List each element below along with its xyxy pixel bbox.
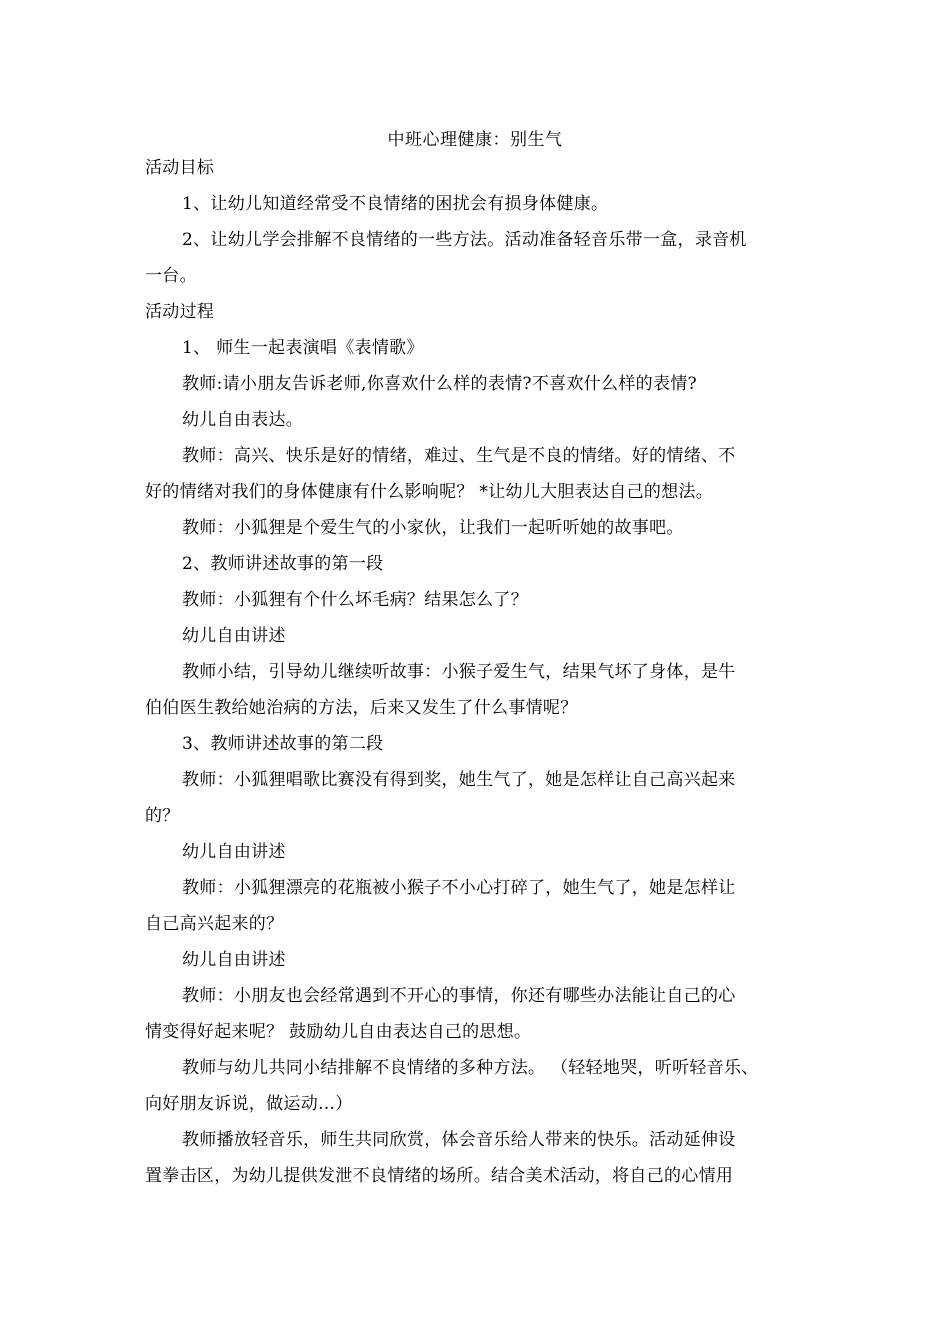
text-line: 向好朋友诉说，做运动…） <box>145 1094 353 1114</box>
text-line: 教师：小朋友也会经常遇到不开心的事情，你还有哪些办法能让自己的心 <box>182 986 736 1006</box>
text-line: 教师与幼儿共同小结排解不良情绪的多种方法。 （轻轻地哭，听听轻音乐、 <box>182 1058 759 1078</box>
text-line: 置拳击区，为幼儿提供发泄不良情绪的场所。结合美术活动，将自己的心情用 <box>145 1166 734 1186</box>
text-line: 教师播放轻音乐，师生共同欣赏，体会音乐给人带来的快乐。活动延伸设 <box>182 1130 736 1150</box>
document-body <box>145 150 810 1194</box>
text-line: 伯伯医生教给她治病的方法，后来又发生了什么事情呢？ <box>145 698 578 718</box>
text-line: 活动过程 <box>145 302 215 322</box>
page-title: 中班心理健康：别生气 <box>387 130 563 150</box>
text-line: 幼儿自由表达。 <box>182 410 304 430</box>
text-line: 教师小结，引导幼儿继续听故事：小猴子爱生气，结果气坏了身体，是牛 <box>182 662 736 682</box>
text-line: 好的情绪对我们的身体健康有什么影响呢？ *让幼儿大胆表达自己的想法。 <box>145 482 714 502</box>
text-line: 3、教师讲述故事的第二段 <box>182 734 384 754</box>
text-line: 1、让幼儿知道经常受不良情绪的困扰会有损身体健康。 <box>182 194 609 214</box>
text-line: 教师:请小朋友告诉老师,你喜欢什么样的表情?不喜欢什么样的表情? <box>182 374 697 394</box>
text-line: 1、 师生一起表演唱《表情歌》 <box>182 338 424 358</box>
text-line: 幼儿自由讲述 <box>182 950 286 970</box>
text-line: 幼儿自由讲述 <box>182 842 286 862</box>
text-line: 幼儿自由讲述 <box>182 626 286 646</box>
text-line: 教师：小狐狸是个爱生气的小家伙，让我们一起听听她的故事吧。 <box>182 518 684 538</box>
text-line: 教师：小狐狸漂亮的花瓶被小猴子不小心打碎了，她生气了，她是怎样让 <box>182 878 736 898</box>
text-line: 活动目标 <box>145 158 215 178</box>
text-line: 2、让幼儿学会排解不良情绪的一些方法。活动准备轻音乐带一盒，录音机 <box>182 230 747 250</box>
text-line: 自己高兴起来的？ <box>145 914 284 934</box>
text-line: 一台。 <box>145 266 197 286</box>
text-line: 教师：高兴、快乐是好的情绪，难过、生气是不良的情绪。好的情绪、不 <box>182 446 736 466</box>
text-line: 情变得好起来呢？ 鼓励幼儿自由表达自己的思想。 <box>145 1022 532 1042</box>
text-line: 教师：小狐狸有个什么坏毛病？结果怎么了？ <box>182 590 528 610</box>
text-line: 的？ <box>145 806 180 826</box>
text-line: 教师：小狐狸唱歌比赛没有得到奖，她生气了，她是怎样让自己高兴起来 <box>182 770 736 790</box>
text-line: 2、教师讲述故事的第一段 <box>182 554 384 574</box>
